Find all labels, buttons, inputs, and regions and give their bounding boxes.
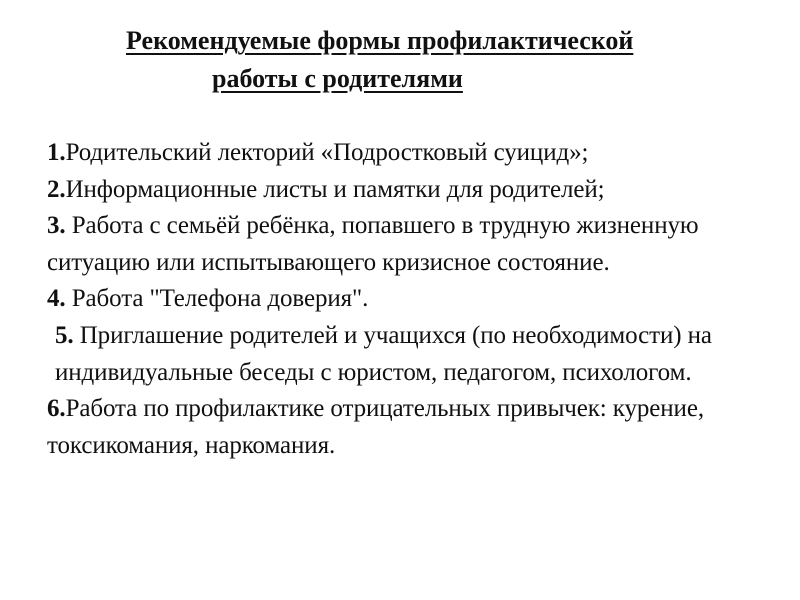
list-item (47, 172, 782, 209)
item-text: Работа с семьёй ребёнка, попавшего в трудную жизненную ситуацию или испытывающего кризисное состояние. (47, 212, 699, 276)
list-item (47, 391, 782, 464)
item-text: Работа "Телефона доверия". (65, 285, 369, 313)
list-item (47, 318, 782, 391)
title-line-2: работы с родителями (212, 64, 463, 93)
item-number: 5. (55, 321, 74, 349)
item-number: 2. (47, 175, 66, 203)
title-line-1: Рекомендуемые формы профилактической (126, 26, 634, 55)
recommendations-list (47, 135, 782, 464)
list-item (47, 281, 782, 318)
item-number: 4. (47, 285, 66, 313)
item-number: 6. (47, 395, 66, 423)
item-text: Информационные листы и памятки для родителей; (65, 175, 605, 203)
list-item (47, 208, 782, 281)
item-text: Работа по профилактике отрицательных привычек: курение, токсикомания, наркомания. (47, 395, 704, 459)
list-item (47, 135, 782, 172)
item-text: Приглашение родителей и учащихся (по необходимости) на индивидуальные беседы с юристом, педагогом, психологом. (55, 321, 712, 386)
item-number: 3. (47, 212, 66, 240)
item-number: 1. (47, 139, 66, 166)
item-text: Родительский лекторий «Подростковый суицид»; (65, 139, 589, 166)
